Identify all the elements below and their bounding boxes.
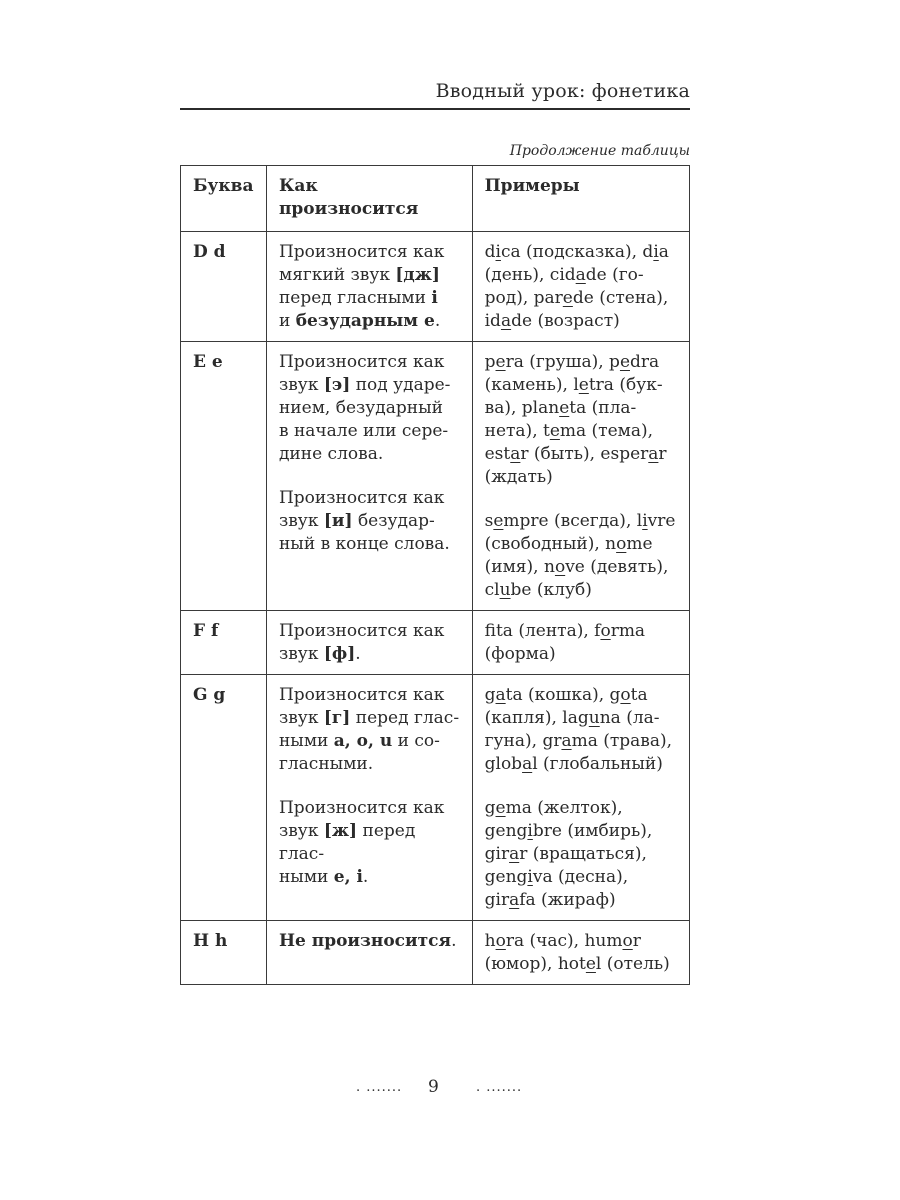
examples-cell [472,232,689,342]
example-text: ta (капля), lag [484,685,648,728]
letter-cell: D d [181,232,267,342]
example-text: ta (пла- нета), t [484,398,637,441]
stressed-vowel: e [495,798,506,818]
pronunciation-rule [279,930,464,953]
example-text: ra (час), hum [505,931,623,951]
example-text: s [484,511,494,531]
bold-term: [дж] [395,265,440,285]
page-footer [0,1077,900,1101]
example-text: ra (груша), p [505,352,620,372]
stressed-vowel: e [559,398,570,418]
stressed-vowel: o [622,931,633,951]
stressed-vowel: e [562,288,573,308]
example-text: f [484,621,496,641]
stressed-vowel: a [648,444,659,464]
bold-term: [э] [323,375,351,395]
examples-list [485,620,681,666]
example-text: na (ла- гуна), gr [484,708,660,751]
table-row [181,611,690,675]
pronunciation-text: перед глас- ными [278,708,460,751]
stressed-vowel: a [509,890,520,910]
bold-term: [ж] [323,821,358,841]
stressed-vowel: i [653,242,659,262]
example-text: dra (камень), l [484,352,660,395]
stressed-vowel: a [522,754,533,774]
pronunciation-rule [279,487,464,556]
stressed-vowel: o [600,621,611,641]
stressed-vowel: a [561,731,572,751]
pronunciation-text: перед гласными [278,288,426,308]
pronunciation-text: . [362,867,369,887]
examples-list [485,797,681,912]
examples-list [485,510,681,602]
letter-cell: F f [181,611,267,675]
bold-term: безударным e [295,311,435,331]
bold-term: i [431,288,438,308]
example-text: de (го- род), par [484,265,644,308]
example-text: p [484,352,496,372]
stressed-vowel: u [499,580,511,600]
example-text: a (день), cid [484,242,669,285]
stressed-vowel: o [620,685,631,705]
stressed-vowel: o [616,534,627,554]
letter-cell: E e [181,342,267,611]
stressed-vowel: i [527,867,533,887]
stressed-vowel: u [588,708,600,728]
pronunciation-rule [279,351,464,466]
examples-list [485,684,681,776]
pronunciation-text: . [451,931,457,951]
pronunciation-cell [266,921,472,985]
stressed-vowel: a [495,685,506,705]
pronunciation-text: Произносится как звук [278,488,445,531]
pronunciation-text: . [355,644,361,664]
examples-cell [472,342,689,611]
example-text: r (быть), esper [520,444,649,464]
column-header-pronunciation: Как произносится [266,166,472,232]
bold-term: [и] [323,511,353,531]
bold-term: Не произносится [278,931,452,951]
pronunciation-text: безудар- ный в конце слова. [278,511,450,554]
example-text: ta (лента), f [495,621,601,641]
table-header-row [181,166,690,232]
example-text: de (возраст) [511,311,620,331]
pronunciation-text: Произносится как звук [278,352,445,395]
pronunciation-text: под ударе- нием, безударный в начале или сере- дине слова. [278,375,451,464]
examples-list [485,351,681,489]
stressed-vowel: o [495,931,506,951]
stressed-vowel: e [495,352,506,372]
pronunciation-cell [266,342,472,611]
example-text: r (вращаться), geng [484,844,647,887]
stressed-vowel: o [554,557,566,577]
examples-cell [472,675,689,921]
table-row [181,921,690,985]
pronunciation-text: Произносится как звук [278,798,445,841]
pronunciation-text: и [278,311,291,331]
pronunciation-text: Произносится как мягкий звук [278,242,445,285]
table-row [181,232,690,342]
example-text: ma (трава), glob [484,731,673,774]
stressed-vowel: e [619,352,630,372]
table-body [181,232,690,985]
pronunciation-text: перед глас- ными [278,821,416,887]
examples-list [485,241,681,333]
pronunciation-cell [266,232,472,342]
examples-cell [472,611,689,675]
example-text: h [484,931,496,951]
example-text: ma (тема), est [484,421,654,464]
pronunciation-cell [266,675,472,921]
stressed-vowel: i [642,511,648,531]
example-text: bre (имбирь), gir [484,821,653,864]
running-header: Вводный урок: фонетика [435,80,690,102]
pronunciation-text: Произносится как звук [278,685,445,728]
stressed-vowel: a [510,444,521,464]
example-text: r (юмор), hot [484,931,641,974]
pronunciation-text: . [434,311,441,331]
column-header-letter: Буква [181,166,267,232]
pronunciation-rule [279,241,464,333]
bold-term: [ф] [323,644,356,664]
example-text: g [484,798,496,818]
example-text: mpre (всегда), l [503,511,643,531]
example-text: me (имя), n [484,534,653,577]
example-text: be (клуб) [510,580,592,600]
examples-cell [472,921,689,985]
header-rule [180,108,690,110]
letter-cell: G g [181,675,267,921]
phonetics-table [180,165,690,985]
example-text: tra (бук- ва), plan [484,375,663,418]
stressed-vowel: a [575,265,586,285]
example-text: ma (желток), geng [484,798,623,841]
example-text: ve (девять), cl [484,557,669,600]
pronunciation-rule [279,620,464,666]
example-text: rma (форма) [484,621,646,664]
example-text: r (ждать) [484,444,667,487]
example-text: vre (свободный), n [484,511,676,554]
footer-dots-right: . ....... [476,1080,523,1095]
example-text: va (десна), gir [484,867,629,910]
bold-term: e, i [333,867,363,887]
pronunciation-rule [279,684,464,776]
stressed-vowel: e [549,421,560,441]
example-text: fa (жираф) [519,890,616,910]
stressed-vowel: i [495,242,501,262]
example-text: l (отель) [595,954,670,974]
stressed-vowel: e [585,954,596,974]
example-text: g [484,685,496,705]
pronunciation-cell [266,611,472,675]
column-header-examples: Примеры [472,166,689,232]
table-row [181,342,690,611]
example-text: de (стена), id [484,288,669,331]
stressed-vowel: e [493,511,504,531]
bold-term: [г] [323,708,351,728]
stressed-vowel: a [500,311,512,331]
example-text: l (глобальный) [532,754,663,774]
stressed-vowel: e [578,375,589,395]
stressed-vowel: i [527,821,533,841]
page-number: 9 [428,1077,439,1097]
footer-dots-left: . ....... [356,1080,403,1095]
bold-term: a, o, u [333,731,393,751]
pronunciation-text: Произносится как звук [278,621,445,664]
pronunciation-rule [279,797,464,889]
examples-list [485,930,681,976]
letter-cell: H h [181,921,267,985]
pronunciation-text: и со- гласными. [278,731,440,774]
table-row [181,675,690,921]
stressed-vowel: a [509,844,520,864]
continuation-note: Продолжение таблицы [509,143,690,159]
example-text: ta (кошка), g [505,685,621,705]
example-text: ca (подсказка), d [500,242,654,262]
example-text: d [484,242,496,262]
